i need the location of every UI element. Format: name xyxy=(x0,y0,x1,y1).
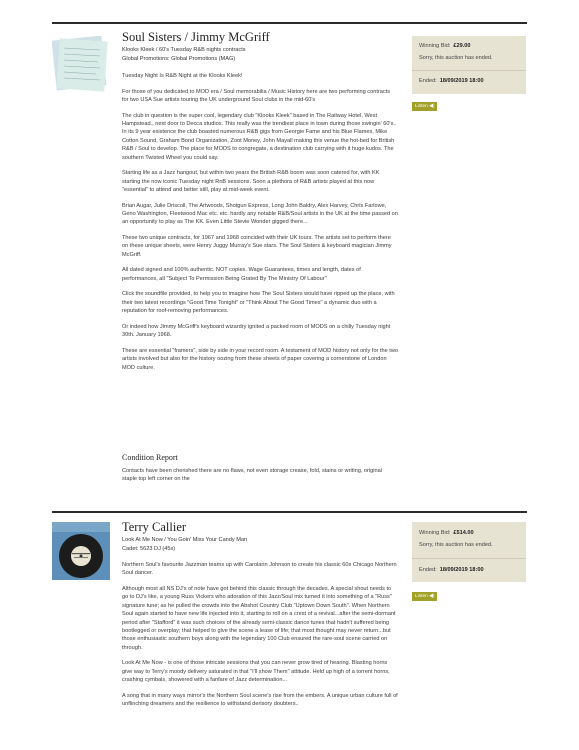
contract-sheets-image xyxy=(52,36,110,92)
lot-subtitle-line: Global Promotions: Global Promotions (MAG) xyxy=(122,55,236,62)
description-paragraph: Brian Augar, Julie Driscoll, The Artwoods, Shotgun Express, Long John Baldry, Alex Harvey, Chris Farlowe, Geno Washington, Fleetwood Mac etc. etc. hardly any notable R&B/Soul artists in the UK at the time passed on an opportunity to play as The KK. Even Little Stevie Wonder gigged there... xyxy=(122,202,398,226)
lot-subtitle-line: Cadet: 5623 DJ (45s) xyxy=(122,545,176,552)
condition-report-heading: Condition Report xyxy=(122,453,178,462)
lot-description xyxy=(122,72,398,379)
ended-date xyxy=(419,567,484,573)
lot-description xyxy=(122,561,398,716)
lot-subtitle xyxy=(122,46,392,63)
description-paragraph: For those of you dedicated to MOD era / Soul memorabilia / Music History here are two performing contracts for two USA Sue artists touring the UK underground Soul clubs in the mid-60's xyxy=(122,88,390,103)
record-sleeve-image xyxy=(52,522,110,580)
description-paragraph: Look At Me Now - is one of those intricate sessions that you can never grow tired of hearing. Blasting horns give way to Terry's moody delivery saturated in that "I'll show Them" attitude. Held up high of a torrent horns, crashing cymbals, showered with a fanfare of Jazz determination... xyxy=(122,660,390,684)
ended-value: 18/09/2019 18:00 xyxy=(439,567,484,573)
auction-ended-message: Sorry, this auction has ended. xyxy=(419,55,493,61)
winning-bid-label: Winning Bid: xyxy=(419,43,451,49)
description-paragraph: Northern Soul's favourite Jazzman teams up with Carolarin Johnson to create his classic 60s Chicago Northern Soul dancer. xyxy=(122,562,397,577)
winning-bid-value: £514.00 xyxy=(453,530,474,536)
lot-subtitle-line: Klooks Kleek / 60's Tuesday R&B nights contracts xyxy=(122,47,246,53)
lot-title[interactable]: Soul Sisters / Jimmy McGriff xyxy=(122,30,270,44)
auction-ended-message: Sorry, this auction has ended. xyxy=(419,542,493,548)
description-paragraph: Starting life as a Jazz hangout, but within two years the British R&B boom was soon catered for, with KK starting the now iconic Tuesday night RnB sessions. Soon a plethora of R&B artists played at this now "essential" to attend and better still, play at mid-week event. xyxy=(122,170,380,194)
winning-bid xyxy=(419,530,474,536)
auction-status-panel xyxy=(412,36,526,94)
lot-divider xyxy=(52,511,527,513)
description-paragraph: These two unique contracts, for 1967 and 1968 coincided with their UK tours. The artists set to perform there on these unique sheets, were Henry Juggy Murray's Sue stars. The Soul Sisters & keyboard magician Jimmy McGriff. xyxy=(122,235,392,258)
contract-thumbnail[interactable] xyxy=(52,36,110,92)
winning-bid xyxy=(419,43,471,49)
description-paragraph: Click the soundfile provided, to help you to imagine how The Soul Sisters would have ripped up the place, with their two latest recordings "Good Time Tonight" or "Think About The Good Times" a dynamic duo with a reputation for roof-removing performances. xyxy=(122,291,395,315)
description-paragraph: All dated signed and 100% authentic. NOT copies. Wage Guarantees, times and length, dates of performances, all "Subject To Permission Being Grated By The Ministry Of Labour" xyxy=(122,267,361,282)
description-paragraph: The club in question is the super cool, legendary club "Klooks Kleek" based in The Railway Hotel, West Hampstead., next door to Decca studios. This really was the trendiest place in town during those swingin' 60's.. In its 9 year existence the club boasted numerous R&B gigs from Georgie Fame and his Blue Flames, Mike Cotton Sound, Graham Bond Organization, Zoot Money, John Mayall making this venue the hot-bed for British R&B / Soul to develop. The place for MODS to congregate, a destination club carrying with it huge kudos. The southern Twisted Wheel you could say. xyxy=(122,112,397,161)
description-paragraph: These are essential "framers", side by side in your record room. A testament of MOD history not only for the two artists involved but also for the history oozing from these sheets of paper covering a cornerstone of London MOD culture. xyxy=(122,347,399,371)
condition-report-text: Contacts have been cherished there are no flaws, not even storage crease, fold, stains or writing, original staple top left corner on the xyxy=(122,468,382,483)
listen-button[interactable]: Listen ◀) xyxy=(412,592,437,601)
panel-divider xyxy=(412,70,526,71)
listen-button[interactable]: Listen ◀) xyxy=(412,102,437,111)
description-paragraph: Although most all NS DJ's of note have got behind this classic through the decades. A special shout needs to go to DJ's like, a young Russ Vickers who adoration of this Jazz/Soul mix turned it into something of a "Russ" signature tune; as he pulled the crowds into the Abshot Country Club "Uptown Down South". When Northern Soul again started to have new life injected into it, starting to roll on a crest of a revival...after the semi-dormant period after "Stafford" it was such choices of the already semi-classic dance tunes that hadn't suffered being bootlegged or overplay; that helped to give the scene a lease of life; that most thought may never return...but those enthusiastic southern boys along with the legendary 100 Club ensured the rare-soul scene carried on through. xyxy=(122,586,396,651)
lot-subtitle xyxy=(122,536,392,553)
lot-title[interactable]: Terry Callier xyxy=(122,520,187,534)
ended-date xyxy=(419,78,484,84)
auction-status-panel xyxy=(412,522,526,582)
description-paragraph: Or indeed how Jimmy McGriff's keyboard wizardry ignited a packed room of MODS on a chilly Tuesday night 30th. January 1968. xyxy=(122,323,391,339)
winning-bid-value: £29.00 xyxy=(453,43,471,49)
ended-value: 18/09/2019 18:00 xyxy=(439,78,484,84)
winning-bid-label: Winning Bid: xyxy=(419,530,451,536)
description-paragraph: Tuesday Night Is R&B Night at the Klooks Kleek! xyxy=(122,73,243,79)
record-thumbnail[interactable] xyxy=(52,522,110,580)
ended-label: Ended: xyxy=(419,78,437,84)
description-paragraph: A song that in many ways mirror's the Northern Soul scene's rise from the embers. A unique urban culture full of unflinching dreamers and the resilience to withstand derisory doubters.. xyxy=(122,692,398,708)
lot-divider xyxy=(52,22,527,24)
lot-subtitle-line: Look At Me Now / You Goin' Miss Your Candy Man xyxy=(122,537,248,543)
panel-divider xyxy=(412,558,526,559)
ended-label: Ended: xyxy=(419,567,437,573)
